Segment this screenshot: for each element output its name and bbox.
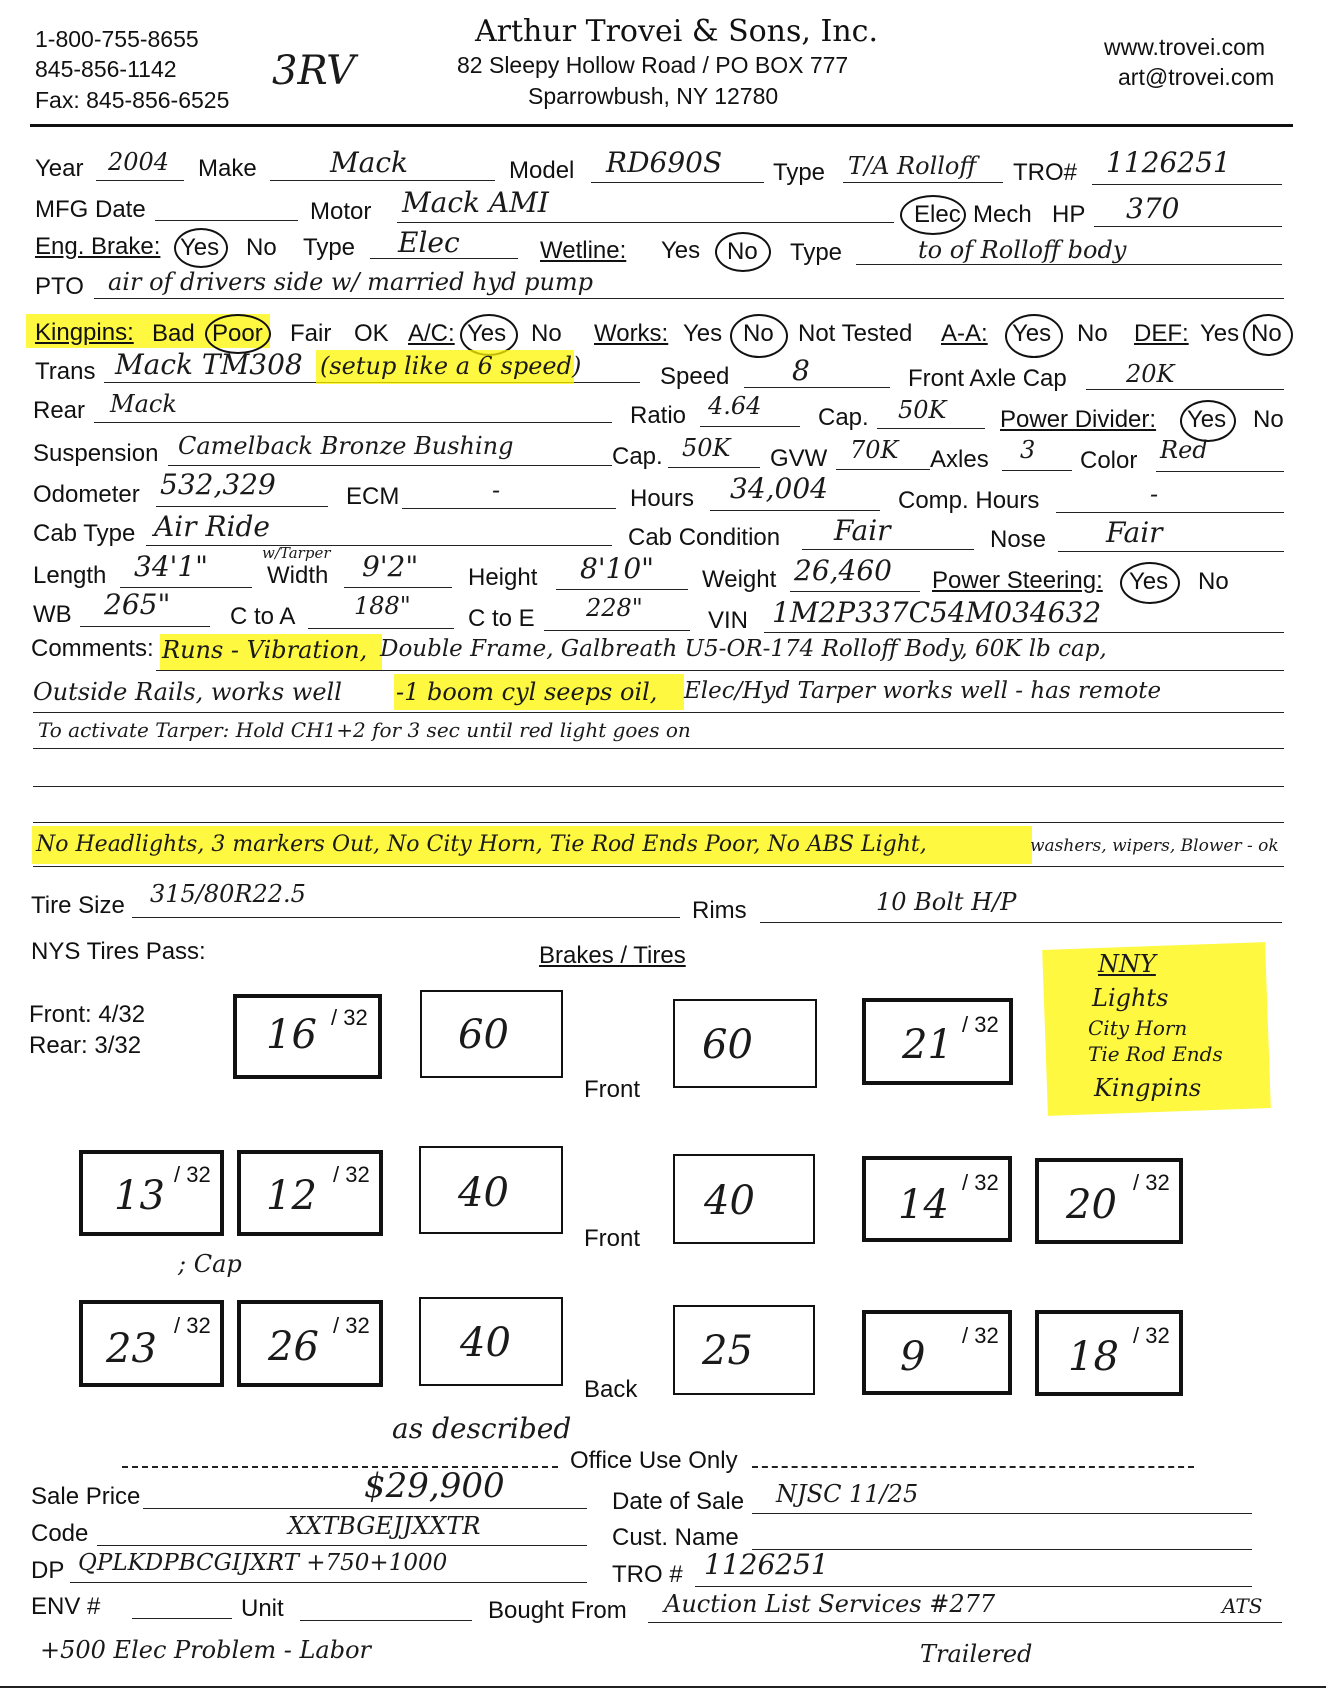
tire-fraction: / 32 bbox=[333, 1162, 370, 1187]
eng-brake-type-label: Type bbox=[303, 234, 356, 261]
pto-line bbox=[94, 298, 1284, 299]
comments-line-1a: Runs - Vibration, bbox=[162, 636, 368, 664]
front-spec: Front: 4/32 bbox=[29, 1001, 146, 1028]
front-axle-cap-label: Front Axle Cap bbox=[908, 365, 1067, 392]
make-value: Mack bbox=[330, 146, 409, 179]
tire-fraction: / 32 bbox=[331, 1005, 368, 1030]
dp-value: QPLKDPBCGIJXRT +750+1000 bbox=[78, 1550, 448, 1576]
env-line bbox=[132, 1618, 232, 1619]
sale-price-line bbox=[143, 1508, 587, 1509]
email: art@trovei.com bbox=[1118, 64, 1275, 90]
date-of-sale-line bbox=[752, 1513, 1252, 1514]
tro-num-value: 1126251 bbox=[704, 1548, 829, 1581]
phone-2: 845-856-1142 bbox=[35, 56, 177, 82]
rims-value: 10 Bolt H/P bbox=[876, 888, 1017, 916]
comp-hours-label: Comp. Hours bbox=[898, 487, 1040, 514]
front-axle-cap-line bbox=[1086, 389, 1284, 390]
wetline-label: Wetline: bbox=[540, 237, 627, 264]
hp-line bbox=[1094, 226, 1282, 227]
weight-label: Weight bbox=[702, 566, 777, 593]
kingpins-bad: Bad bbox=[152, 320, 195, 347]
tire-size-line bbox=[132, 917, 680, 918]
tire-value: 13 bbox=[114, 1173, 165, 1219]
type-label: Type bbox=[773, 159, 826, 186]
susp-cap-value: 50K bbox=[682, 434, 731, 462]
model-value: RD690S bbox=[606, 146, 723, 179]
rims-label: Rims bbox=[692, 897, 747, 924]
make-label: Make bbox=[198, 155, 257, 182]
tire-fraction: / 32 bbox=[962, 1323, 999, 1348]
bought-from-line bbox=[648, 1622, 1282, 1623]
rear-cap-label: Cap. bbox=[818, 404, 869, 431]
def-label: DEF: bbox=[1134, 320, 1189, 347]
brake-value: 60 bbox=[702, 1022, 753, 1068]
comments-line-2c: Elec/Hyd Tarper works well - has remote bbox=[684, 678, 1162, 704]
trans-label: Trans bbox=[35, 358, 96, 385]
c-to-e-label: C to E bbox=[468, 605, 535, 632]
comp-hours-value: - bbox=[1150, 480, 1159, 508]
length-label: Length bbox=[33, 562, 107, 589]
brake-value: 40 bbox=[704, 1178, 755, 1224]
suspension-line bbox=[168, 465, 612, 466]
cab-type-label: Cab Type bbox=[33, 520, 136, 547]
comments-rule-2 bbox=[33, 712, 1284, 713]
power-divider-label: Power Divider: bbox=[1000, 406, 1157, 433]
rear-value: Mack bbox=[110, 390, 177, 418]
rear-label: Rear bbox=[33, 397, 86, 424]
bought-from-label: Bought From bbox=[488, 1597, 627, 1624]
power-divider-no: No bbox=[1253, 406, 1284, 433]
front-axle-cap-value: 20K bbox=[1126, 360, 1175, 388]
c-to-a-label: C to A bbox=[230, 603, 296, 630]
ratio-label: Ratio bbox=[630, 402, 687, 429]
axles-line bbox=[1002, 470, 1072, 471]
ecm-label: ECM bbox=[346, 483, 400, 510]
tire-size-label: Tire Size bbox=[31, 892, 125, 919]
pto-label: PTO bbox=[35, 273, 84, 300]
hp-label: HP bbox=[1052, 201, 1086, 228]
height-label: Height bbox=[468, 564, 538, 591]
eng-brake-label: Eng. Brake: bbox=[35, 233, 161, 260]
tire-value: 26 bbox=[268, 1324, 319, 1370]
color-value: Red bbox=[1160, 436, 1208, 464]
unit-label: Unit bbox=[241, 1595, 284, 1622]
wetline-yes: Yes bbox=[661, 237, 701, 264]
wb-label: WB bbox=[33, 601, 72, 628]
motor-value: Mack AMI bbox=[402, 186, 549, 219]
env-label: ENV # bbox=[31, 1593, 101, 1620]
speed-line bbox=[744, 387, 890, 388]
comments-line-2a: Outside Rails, works well bbox=[33, 678, 342, 706]
aa-no: No bbox=[1077, 320, 1108, 347]
width-label: Width bbox=[267, 562, 329, 589]
nys-tires-pass-label: NYS Tires Pass: bbox=[31, 938, 206, 965]
tire-value: 20 bbox=[1066, 1182, 1117, 1228]
ecm-value: - bbox=[492, 476, 501, 504]
odometer-line bbox=[156, 506, 328, 507]
gvw-line bbox=[836, 469, 930, 470]
nose-line bbox=[1058, 551, 1284, 552]
c-to-a-value: 188" bbox=[354, 592, 411, 620]
model-label: Model bbox=[509, 157, 575, 184]
works-label: Works: bbox=[594, 320, 669, 347]
kingpins-ok: OK bbox=[354, 320, 389, 347]
footer-note-left: +500 Elec Problem - Labor bbox=[40, 1636, 371, 1664]
hours-label: Hours bbox=[630, 485, 695, 512]
date-of-sale-label: Date of Sale bbox=[612, 1488, 745, 1515]
header-divider bbox=[30, 124, 1293, 127]
year-value: 2004 bbox=[108, 148, 170, 176]
nose-value: Fair bbox=[1106, 516, 1163, 549]
tire-value: 12 bbox=[266, 1173, 317, 1219]
kingpins-label: Kingpins: bbox=[35, 319, 134, 346]
trans-note: (setup like a 6 speed) bbox=[320, 352, 582, 380]
sale-price-label: Sale Price bbox=[31, 1483, 141, 1510]
tire-fraction: / 32 bbox=[962, 1012, 999, 1037]
power-divider-yes: Yes bbox=[1187, 406, 1227, 433]
works-yes: Yes bbox=[683, 320, 723, 347]
pto-value: air of drivers side w/ married hyd pump bbox=[108, 268, 594, 296]
make-line bbox=[270, 180, 495, 181]
comments-line-2b: -1 boom cyl seeps oil, bbox=[396, 678, 658, 706]
c-to-a-line bbox=[308, 628, 454, 629]
tire-value: 16 bbox=[266, 1012, 317, 1058]
tire-fraction: / 32 bbox=[333, 1313, 370, 1338]
rear-spec: Rear: 3/32 bbox=[29, 1032, 142, 1059]
code-line bbox=[97, 1545, 587, 1546]
as-described-note: as described bbox=[392, 1412, 572, 1445]
ac-no: No bbox=[531, 320, 562, 347]
address-line-2: Sparrowbush, NY 12780 bbox=[528, 83, 779, 109]
c-to-e-line bbox=[544, 630, 690, 631]
susp-cap-line bbox=[668, 467, 760, 468]
power-steering-no: No bbox=[1198, 568, 1229, 595]
brakes-tires-heading: Brakes / Tires bbox=[539, 942, 686, 969]
stock-note: 3RV bbox=[272, 48, 356, 94]
mfg-date-line bbox=[155, 220, 298, 221]
ats-note: ATS bbox=[1222, 1594, 1263, 1618]
office-use-label: Office Use Only bbox=[570, 1447, 738, 1474]
height-value: 8'10" bbox=[580, 552, 655, 585]
model-line bbox=[591, 182, 764, 183]
suspension-value: Camelback Bronze Bushing bbox=[178, 432, 514, 460]
comp-hours-line bbox=[1056, 512, 1284, 513]
vin-value: 1M2P337C54M034632 bbox=[772, 596, 1102, 629]
motor-line bbox=[397, 222, 894, 223]
tire-value: 9 bbox=[900, 1334, 926, 1380]
tire-fraction: / 32 bbox=[1133, 1170, 1170, 1195]
front-label-1: Front bbox=[584, 1076, 641, 1103]
odometer-label: Odometer bbox=[33, 481, 140, 508]
type-line bbox=[843, 182, 1003, 183]
vin-line bbox=[764, 632, 1284, 633]
cab-type-value: Air Ride bbox=[154, 510, 270, 543]
tire-fraction: / 32 bbox=[962, 1170, 999, 1195]
speed-value: 8 bbox=[792, 354, 810, 387]
rear-cap-line bbox=[877, 428, 985, 429]
aa-yes: Yes bbox=[1012, 320, 1052, 347]
tro-label: TRO# bbox=[1013, 159, 1078, 186]
nny-item-2: City Horn bbox=[1088, 1016, 1188, 1040]
comments-line-5a: No Headlights, 3 markers Out, No City Horn, Tie Rod Ends Poor, No ABS Light, bbox=[36, 832, 927, 857]
rear-line bbox=[94, 422, 612, 423]
dp-label: DP bbox=[31, 1557, 65, 1584]
rear-cap-value: 50K bbox=[898, 396, 947, 424]
tro-num-label: TRO # bbox=[612, 1561, 683, 1588]
aa-label: A-A: bbox=[941, 320, 988, 347]
wetline-type-value: to of Rolloff body bbox=[918, 236, 1127, 264]
works-no: No bbox=[743, 320, 774, 347]
wetline-type-line bbox=[856, 264, 1282, 265]
length-value: 34'1" bbox=[134, 550, 209, 583]
back-label: Back bbox=[584, 1376, 638, 1403]
width-line bbox=[344, 587, 452, 588]
power-steering-yes: Yes bbox=[1129, 568, 1169, 595]
ratio-line bbox=[700, 426, 800, 427]
comments-rule-1 bbox=[156, 670, 1284, 671]
ac-yes: Yes bbox=[467, 320, 507, 347]
elec-label: Elec bbox=[914, 201, 961, 228]
nny-item-4: Kingpins bbox=[1094, 1074, 1202, 1102]
rims-line bbox=[760, 922, 1282, 923]
hp-value: 370 bbox=[1126, 192, 1180, 225]
company-name: Arthur Trovei & Sons, Inc. bbox=[475, 14, 878, 49]
ratio-value: 4.64 bbox=[708, 392, 762, 420]
works-not-tested: Not Tested bbox=[798, 320, 913, 347]
comments-rule-6 bbox=[33, 866, 1284, 867]
width-value: 9'2" bbox=[362, 550, 419, 583]
wb-value: 265" bbox=[104, 588, 171, 621]
code-value: XXTBGEJJXXTR bbox=[288, 1512, 481, 1540]
wb-line bbox=[80, 626, 210, 627]
axles-value: 3 bbox=[1020, 436, 1036, 464]
brake-value: 40 bbox=[460, 1320, 511, 1366]
tro-num-line bbox=[695, 1586, 1252, 1587]
trans-value: Mack TM308 bbox=[115, 348, 303, 381]
type-value: T/A Rolloff bbox=[848, 152, 977, 180]
speed-label: Speed bbox=[660, 363, 730, 390]
hours-line bbox=[710, 510, 880, 511]
nny-item-1: Lights bbox=[1092, 984, 1169, 1012]
cap-note: ; Cap bbox=[178, 1250, 242, 1278]
code-label: Code bbox=[31, 1520, 89, 1547]
phone-1: 1-800-755-8655 bbox=[35, 26, 199, 52]
odometer-value: 532,329 bbox=[160, 468, 276, 501]
eng-brake-yes: Yes bbox=[180, 234, 220, 261]
def-yes: Yes bbox=[1200, 320, 1240, 347]
nny-item-3: Tie Rod Ends bbox=[1088, 1042, 1223, 1066]
comments-label: Comments: bbox=[31, 635, 154, 662]
tro-value: 1126251 bbox=[1106, 146, 1231, 179]
footer-note-right: Trailered bbox=[920, 1640, 1033, 1668]
height-line bbox=[556, 589, 688, 590]
axles-label: Axles bbox=[930, 446, 989, 473]
wetline-no: No bbox=[727, 238, 758, 265]
eng-brake-no: No bbox=[246, 234, 277, 261]
dp-line bbox=[70, 1582, 587, 1583]
tro-line bbox=[1092, 184, 1282, 185]
hours-value: 34,004 bbox=[730, 472, 828, 505]
gvw-label: GVW bbox=[770, 445, 828, 472]
kingpins-poor: Poor bbox=[212, 320, 263, 347]
brake-value: 60 bbox=[458, 1012, 509, 1058]
width-note: w/Tarper bbox=[262, 544, 331, 562]
office-divider-right bbox=[752, 1466, 1194, 1468]
comments-rule-4 bbox=[33, 786, 1284, 787]
tire-value: 18 bbox=[1068, 1334, 1119, 1380]
ecm-line bbox=[402, 508, 616, 509]
unit-line bbox=[300, 1620, 472, 1621]
tire-fraction: / 32 bbox=[174, 1313, 211, 1338]
weight-line bbox=[790, 591, 920, 592]
def-no: No bbox=[1251, 320, 1282, 347]
wetline-type-label: Type bbox=[790, 239, 843, 266]
year-label: Year bbox=[35, 155, 84, 182]
address-line-1: 82 Sleepy Hollow Road / PO BOX 777 bbox=[457, 52, 849, 78]
comments-line-3: To activate Tarper: Hold CH1+2 for 3 sec until red light goes on bbox=[38, 718, 691, 742]
gvw-value: 70K bbox=[850, 436, 899, 464]
vin-label: VIN bbox=[708, 607, 749, 634]
weight-value: 26,460 bbox=[794, 554, 892, 587]
tire-fraction: / 32 bbox=[174, 1162, 211, 1187]
cab-condition-label: Cab Condition bbox=[628, 524, 781, 551]
nose-label: Nose bbox=[990, 526, 1047, 553]
c-to-e-value: 228" bbox=[586, 594, 643, 622]
eng-brake-type-value: Elec bbox=[398, 226, 460, 259]
comments-line-5b: washers, wipers, Blower - ok bbox=[1030, 836, 1279, 856]
footer-edge bbox=[0, 1686, 1326, 1688]
tire-value: 14 bbox=[898, 1182, 949, 1228]
cust-name-label: Cust. Name bbox=[612, 1524, 739, 1551]
brake-value: 25 bbox=[702, 1328, 753, 1374]
color-line bbox=[1156, 471, 1284, 472]
cab-condition-value: Fair bbox=[834, 514, 891, 547]
tire-fraction: / 32 bbox=[1133, 1323, 1170, 1348]
motor-label: Motor bbox=[310, 198, 372, 225]
year-line bbox=[96, 180, 184, 181]
comments-line-1b: Double Frame, Galbreath U5-OR-174 Rolloff Body, 60K lb cap, bbox=[380, 636, 1107, 662]
fax-number: Fax: 845-856-6525 bbox=[35, 87, 230, 113]
comments-rule-5 bbox=[33, 822, 1284, 823]
color-label: Color bbox=[1080, 447, 1138, 474]
kingpins-fair: Fair bbox=[290, 320, 332, 347]
cab-condition-line bbox=[802, 549, 974, 550]
ac-label: A/C: bbox=[408, 320, 455, 347]
susp-cap-label: Cap. bbox=[612, 443, 663, 470]
mfg-date-label: MFG Date bbox=[35, 196, 146, 223]
comments-rule-3 bbox=[33, 748, 1284, 749]
mech-label: Mech bbox=[973, 201, 1032, 228]
nny-title: NNY bbox=[1098, 950, 1156, 978]
brake-value: 40 bbox=[458, 1170, 509, 1216]
cab-type-line bbox=[146, 545, 612, 546]
tire-value: 23 bbox=[106, 1326, 157, 1372]
tire-size-value: 315/80R22.5 bbox=[150, 880, 306, 908]
bought-from-value: Auction List Services #277 bbox=[664, 1590, 996, 1618]
website: www.trovei.com bbox=[1104, 34, 1266, 60]
tire-value: 21 bbox=[902, 1022, 953, 1068]
date-of-sale-value: NJSC 11/25 bbox=[776, 1480, 919, 1508]
front-label-2: Front bbox=[584, 1225, 641, 1252]
suspension-label: Suspension bbox=[33, 440, 159, 467]
sale-price-value: $29,900 bbox=[364, 1466, 505, 1506]
power-steering-label: Power Steering: bbox=[932, 567, 1103, 594]
